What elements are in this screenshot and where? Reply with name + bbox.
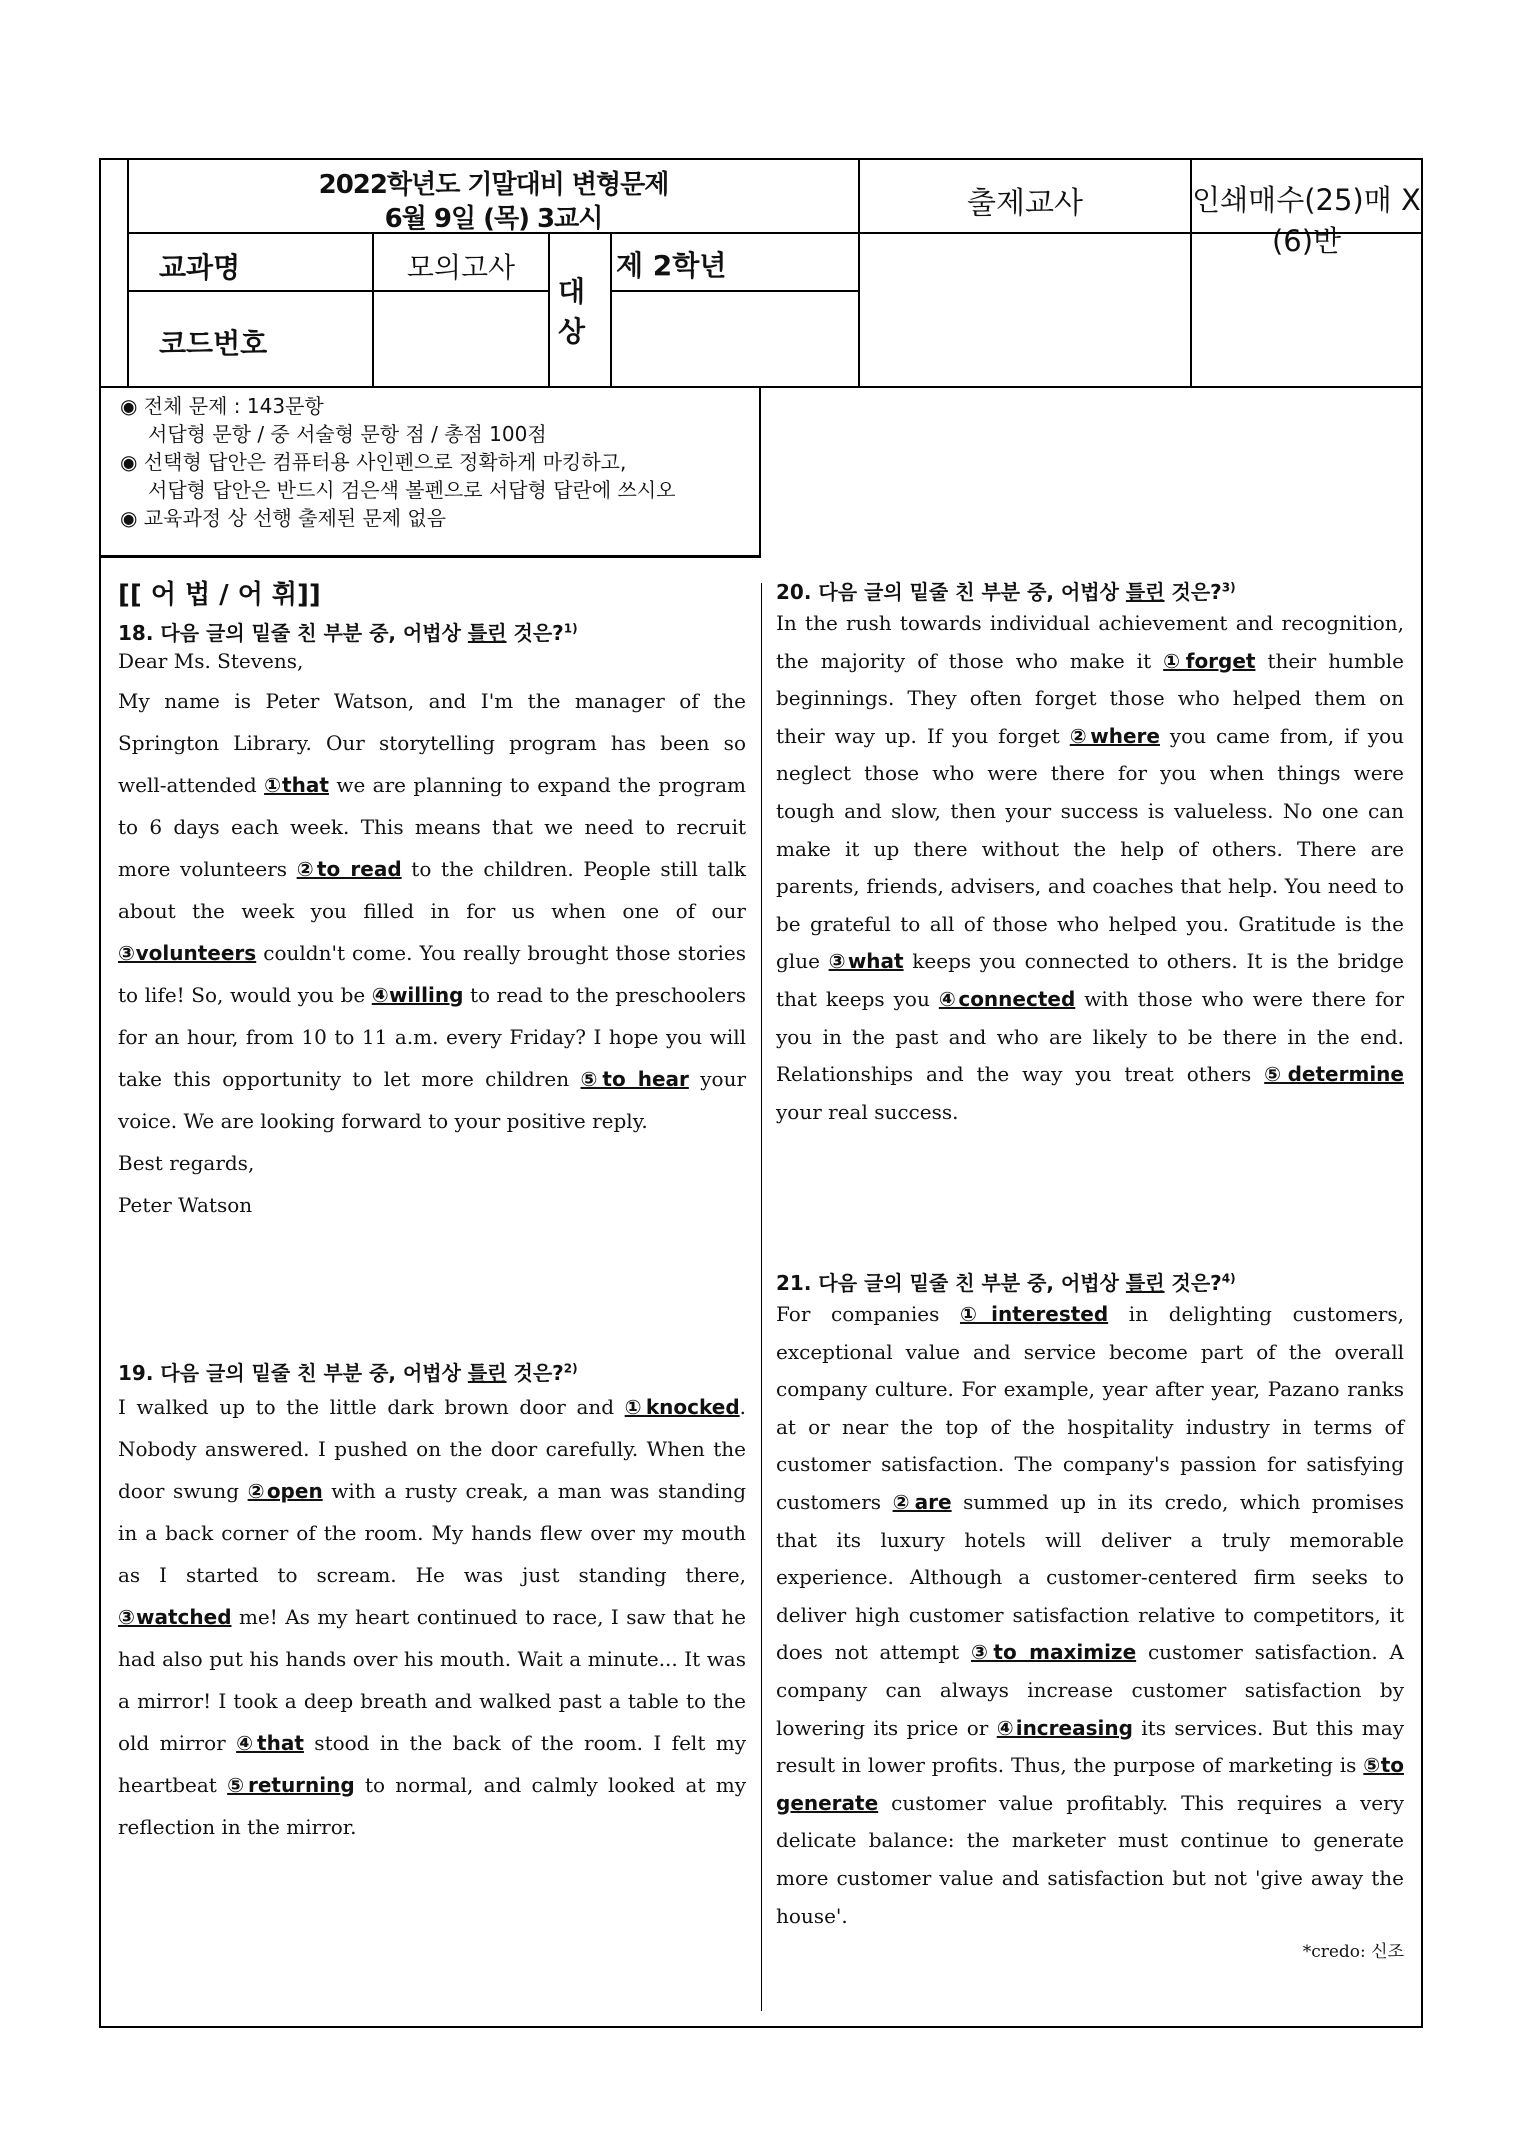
exam-info	[120, 392, 676, 532]
target-label-2: 상	[558, 315, 586, 348]
q20-wrong-word: 틀린	[1125, 580, 1165, 604]
q19-text-3: with a rusty creak, a man was standing in a back corner of the room. My hands flew over my mouth as I started to scream. He was just standing there,	[118, 1479, 746, 1587]
left-column	[118, 574, 746, 1226]
q20-footnote-ref: 3)	[1221, 580, 1236, 595]
q18-text-2: we are planning to expand the program to 6 days each week. This means that we need to recruit more volunteers	[118, 773, 746, 881]
q21-footnote-ref: 4)	[1221, 1271, 1236, 1286]
examiner-cell	[858, 158, 1192, 234]
q18-closing: Best regards,	[118, 1151, 255, 1175]
q19-text-5: stood in the back of the room. I felt my heartbeat	[118, 1731, 746, 1797]
q18-choice-4: ④willing	[371, 983, 464, 1007]
blank-cell-2	[1190, 232, 1423, 388]
q19-prompt	[118, 1357, 746, 1386]
title-cell	[127, 158, 860, 234]
print-count: 인쇄매수(25)매 X (6)반	[1192, 183, 1421, 258]
column-divider	[761, 583, 762, 2011]
q18-passage	[118, 680, 746, 1142]
q20-choice-3: ③what	[828, 949, 904, 974]
exam-title-line1: 2022학년도 기말대비 변형문제	[318, 170, 669, 200]
info-line3: ◉ 선택형 답안은 컴퓨터용 사인펜으로 정확하게 마킹하고,	[120, 450, 627, 474]
q20-text-5: with those who were there for you in the past and who are likely to be there in the end. Relationships and the way you treat others	[776, 986, 1405, 1087]
q21-passage	[776, 1296, 1404, 1935]
margin-strip	[99, 158, 129, 388]
q18-footnote-ref: 1)	[563, 621, 578, 636]
subject-value: 모의고사	[406, 251, 516, 284]
q18-prompt	[118, 617, 746, 646]
q21-text-1: For companies	[776, 1302, 960, 1326]
q19-choice-4: ④that	[236, 1731, 304, 1755]
q20-number: 20. 다음 글의 밑줄 친 부분 중, 어법상	[776, 580, 1126, 604]
q19-footnote-ref: 2)	[563, 1361, 578, 1376]
q18-greeting: Dear Ms. Stevens,	[118, 649, 304, 673]
q18-wrong-word: 틀린	[467, 621, 507, 645]
q18-text-5: to read to the preschoolers for an hour, from 10 to 11 a.m. every Friday? I hope you will take this opportunity to let more children	[118, 983, 746, 1091]
target-label-cell	[548, 232, 612, 388]
q20-block	[776, 576, 1404, 1131]
q19-number: 19. 다음 글의 밑줄 친 부분 중, 어법상	[118, 1361, 468, 1385]
q18-choice-3: ③volunteers	[118, 941, 257, 965]
q20-tail: 것은?	[1164, 580, 1222, 604]
q21-choice-2: ②are	[892, 1489, 952, 1514]
q21-choice-3: ③to maximize	[971, 1640, 1137, 1665]
q20-text-6: your real success.	[776, 1099, 959, 1124]
q19-text-2: . Nobody answered. I pushed on the door carefully. When the door swung	[118, 1395, 746, 1503]
print-count-cell	[1190, 158, 1423, 258]
grade-cell	[610, 232, 860, 292]
section-title: [[ 어 법 / 어 휘]]	[118, 580, 321, 610]
q21-choice-5: ⑤to generate	[776, 1753, 1404, 1815]
q19-wrong-word: 틀린	[467, 1361, 507, 1385]
q18-choice-2: ②to read	[296, 857, 402, 881]
q19-passage	[118, 1386, 746, 1848]
q19-choice-1: ①knocked	[624, 1395, 740, 1419]
q20-prompt	[776, 576, 1404, 605]
subject-value-cell	[372, 232, 550, 292]
q21-choice-1: ①interested	[959, 1302, 1109, 1326]
q20-text-2: their humble beginnings. They often forget those who helped them on their way up. If you forget	[776, 648, 1404, 748]
q21-block	[776, 1267, 1404, 1962]
grade-blank-cell	[610, 290, 860, 388]
q19-text-6: to normal, and calmly looked at my reflection in the mirror.	[118, 1773, 746, 1839]
subject-label: 교과명	[159, 251, 241, 284]
exam-header	[99, 158, 1423, 388]
q18-number: 18. 다음 글의 밑줄 친 부분 중, 어법상	[118, 621, 468, 645]
info-line2: 서답형 문항 / 중 서술형 문항 점 / 총점 100점	[148, 422, 547, 446]
q19-tail: 것은?	[506, 1361, 564, 1385]
target-label-1: 대	[558, 275, 586, 308]
code-label-cell	[127, 290, 374, 388]
q20-choice-5: ⑤determine	[1264, 1062, 1404, 1087]
q21-tail: 것은?	[1164, 1271, 1222, 1295]
q21-prompt	[776, 1267, 1404, 1296]
q19-choice-3: ③watched	[118, 1605, 232, 1629]
q18-signature: Peter Watson	[118, 1193, 253, 1217]
info-line4: 서답형 답안은 반드시 검은색 볼펜으로 서답형 답란에 쓰시오	[148, 478, 676, 502]
q18-text-4: couldn't come. You really brought those stories to life! So, would you be	[118, 941, 746, 1007]
q21-number: 21. 다음 글의 밑줄 친 부분 중, 어법상	[776, 1271, 1126, 1295]
q20-text-3: you came from, if you neglect those who were there for you when things were tough and slow, then your success is valueless. No one can make it up there without the help of others. There are parents, friends, advisers, and coaches that help. You need to be grateful to all of those who helped you. Gratitude is the glue	[776, 723, 1405, 974]
q20-choice-1: ①forget	[1163, 648, 1256, 673]
q19-text-1: I walked up to the little dark brown door and	[118, 1395, 625, 1419]
code-value-cell	[372, 290, 550, 388]
q18-choice-1: ①that	[264, 773, 329, 797]
q18-choice-5: ⑤to hear	[580, 1067, 689, 1091]
q21-text-4: customer satisfaction. A company can always increase customer satisfaction by lowering its price or	[776, 1640, 1404, 1740]
info-line1: ◉ 전체 문제 : 143문항	[120, 394, 324, 418]
subject-label-cell	[127, 232, 374, 292]
q20-choice-4: ④connected	[938, 986, 1076, 1011]
grade-value: 제 2학년	[616, 249, 727, 282]
q20-passage	[776, 605, 1404, 1131]
q21-text-3: summed up in its credo, which promises that its luxury hotels will deliver a truly memorable experience. Although a customer-centered firm seeks to deliver high customer satisfaction relative to competitors, it does not attempt	[776, 1489, 1405, 1665]
q21-wrong-word: 틀린	[1125, 1271, 1165, 1295]
blank-cell-1	[858, 232, 1192, 388]
q19-block	[118, 1357, 746, 1848]
examiner-label: 출제교사	[967, 186, 1083, 221]
q18-text-3: to the children. People still talk about the week you filled in for us when one of our	[118, 857, 747, 923]
q20-choice-2: ②where	[1069, 723, 1160, 748]
q18-text-1: My name is Peter Watson, and I'm the manager of the Springton Library. Our storytelling program has been so well-attended	[118, 689, 746, 797]
q19-text-4: me! As my heart continued to race, I saw that he had also put his hands over his mouth. Wait a minute... It was a mirror! I took a deep breath and walked past a table to the old mirror	[118, 1605, 746, 1755]
info-line5: ◉ 교육과정 상 선행 출제된 문제 없음	[120, 506, 447, 530]
code-label: 코드번호	[159, 327, 268, 360]
exam-title-line2: 6월 9일 (목) 3교시	[384, 204, 603, 234]
q19-choice-2: ②open	[247, 1479, 323, 1503]
q21-footnote: *credo: 신조	[1302, 1942, 1404, 1963]
q18-text-6: your voice. We are looking forward to your positive reply.	[118, 1067, 747, 1133]
q21-choice-4: ④increasing	[996, 1715, 1133, 1740]
q21-text-6: customer value profitably. This requires a very delicate balance: the marketer must continue to generate more customer value and satisfaction but not 'give away the house'.	[776, 1790, 1404, 1928]
q18-tail: 것은?	[506, 621, 564, 645]
q20-text-4: keeps you connected to others. It is the bridge that keeps you	[776, 949, 1404, 1011]
q21-text-2: in delighting customers, exceptional value and service become part of the overall company culture. For example, year after year, Pazano ranks at or near the top of the hospitality industry in terms of customer satisfaction. The company's passion for satisfying customers	[776, 1302, 1404, 1514]
q21-text-5: its services. But this may result in lower profits. Thus, the purpose of marketing is	[776, 1715, 1404, 1778]
q20-text-1: In the rush towards individual achievement and recognition, the majority of those who make it	[776, 611, 1404, 673]
q19-choice-5: ⑤returning	[227, 1773, 355, 1797]
